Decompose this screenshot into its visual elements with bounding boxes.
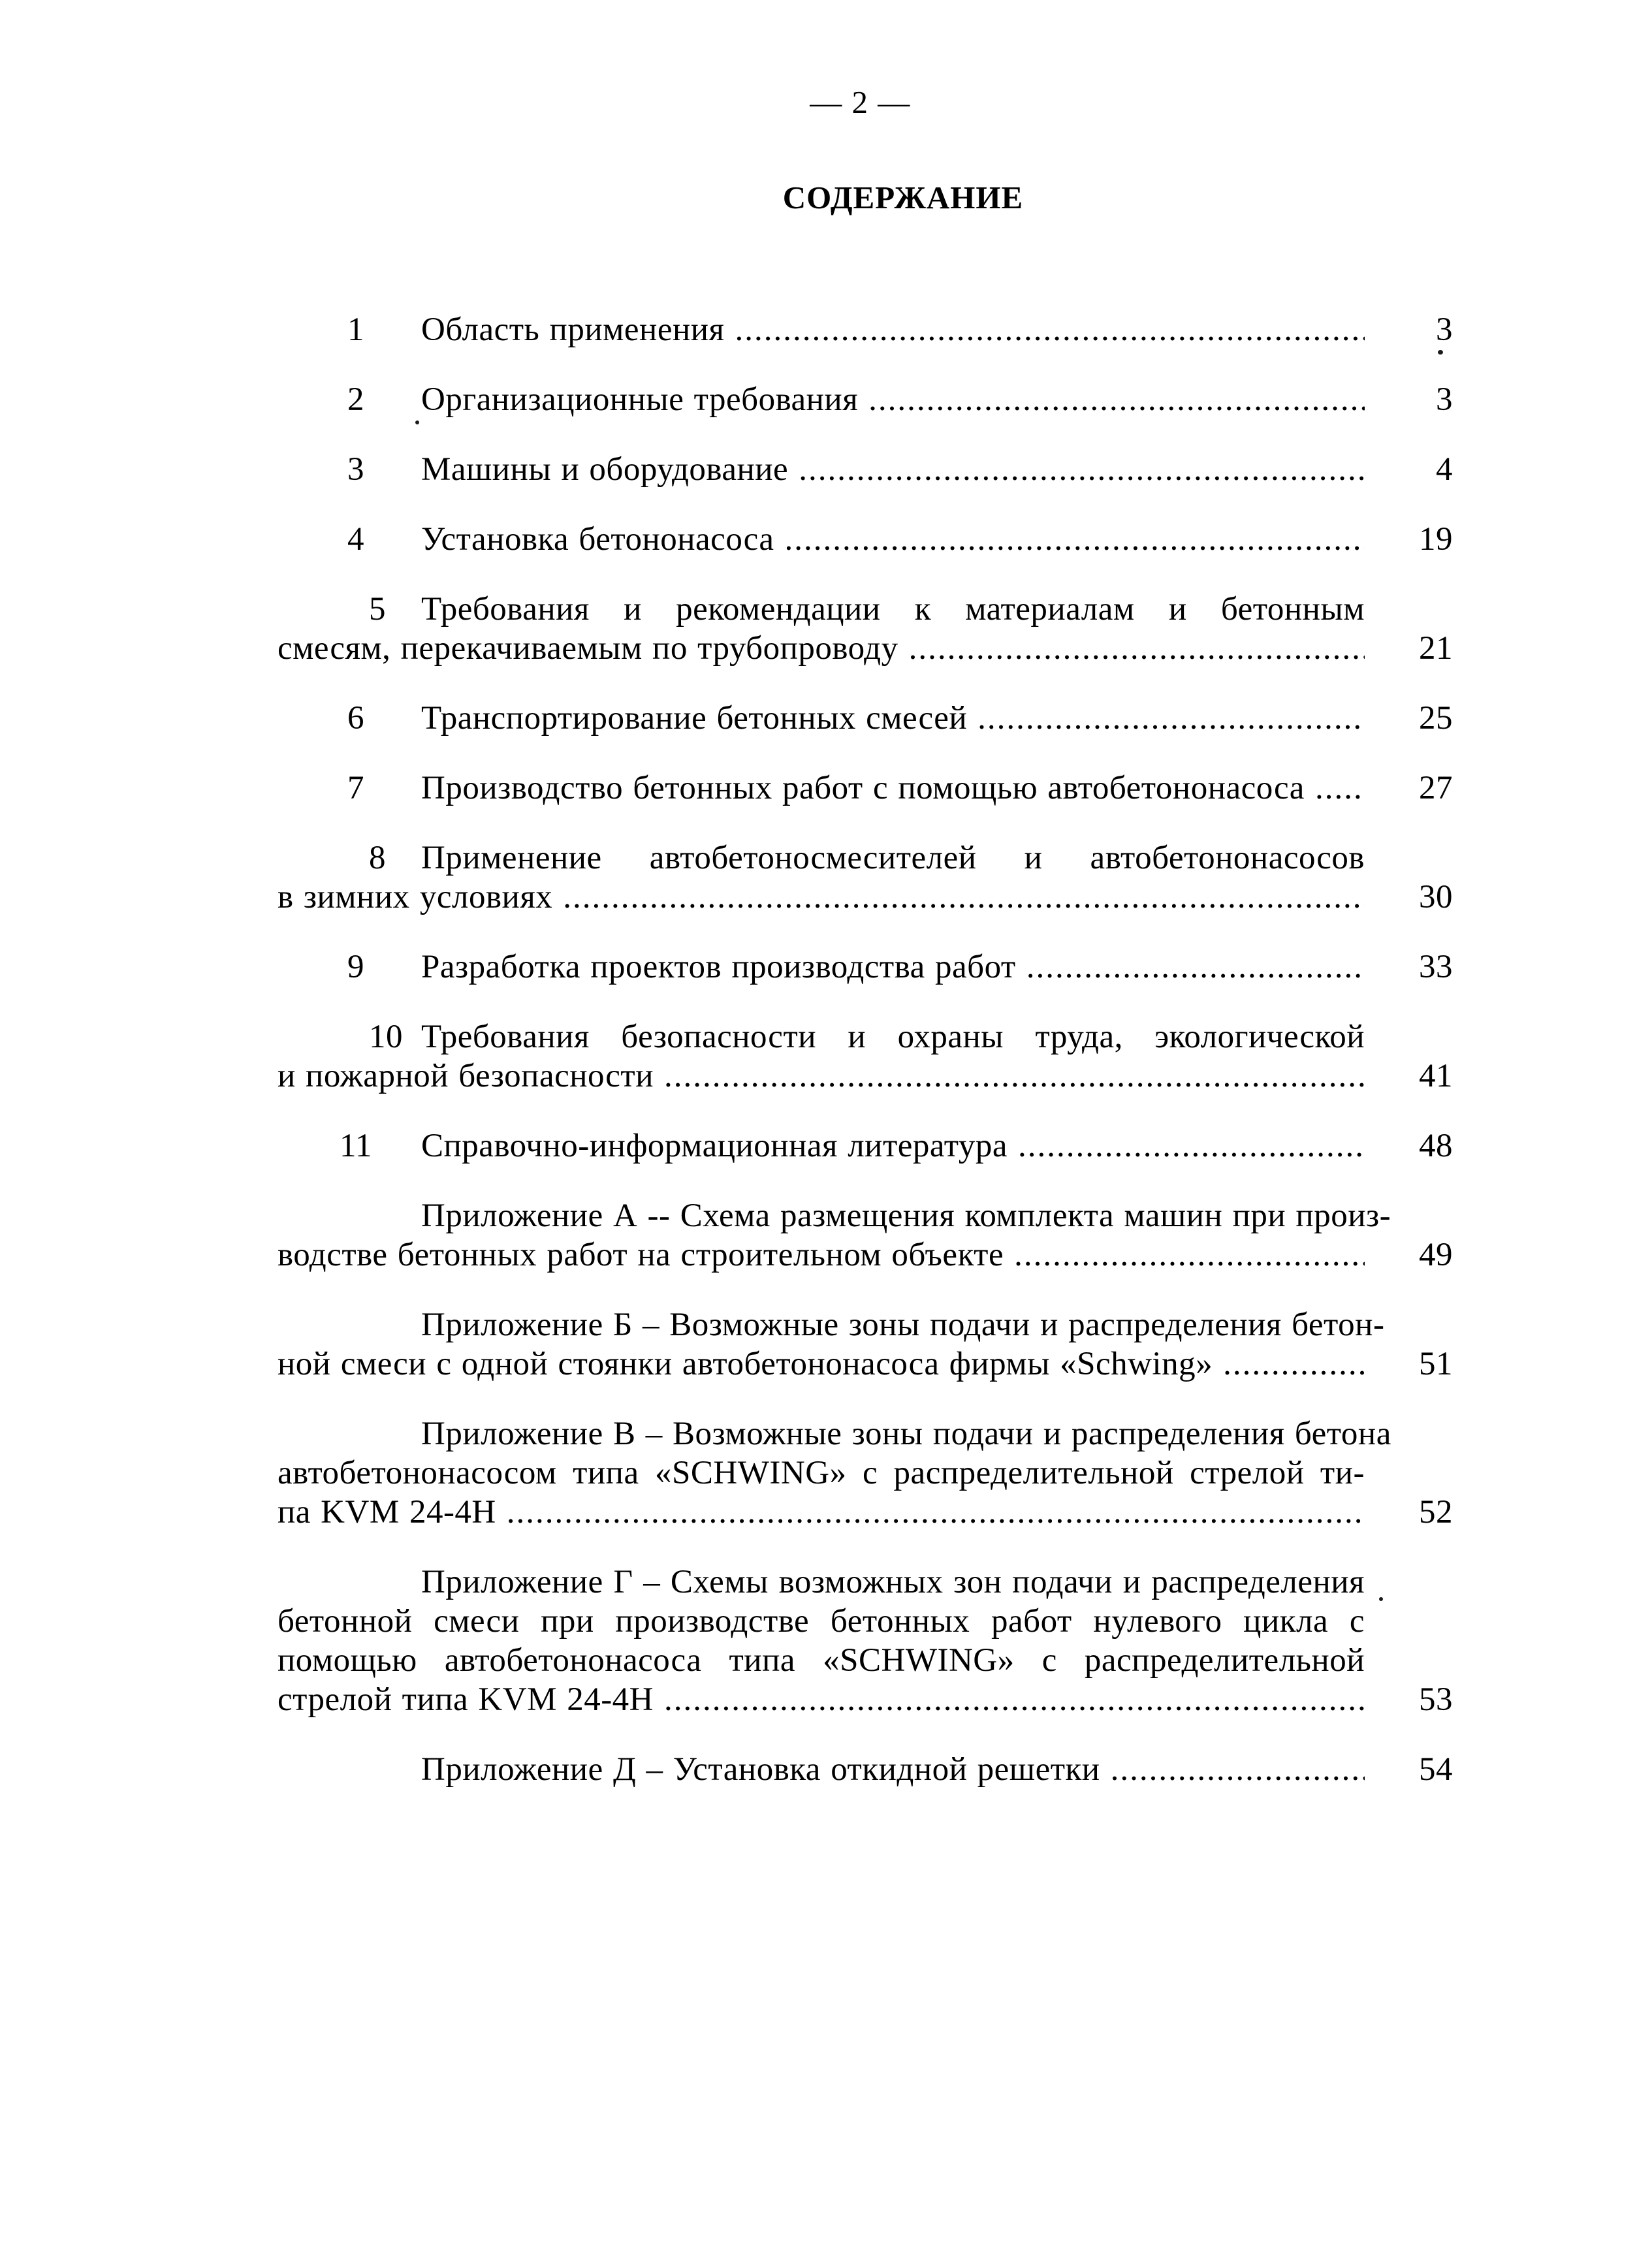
toc-entry-number: 11 xyxy=(339,1128,373,1164)
toc-entry-number: 9 xyxy=(347,949,364,985)
toc-entry-number: 3 xyxy=(347,451,364,488)
toc-entry xyxy=(278,699,1453,738)
toc-entry xyxy=(278,450,1453,489)
appendix-entry xyxy=(278,1414,1453,1532)
toc-entry-number: 5 xyxy=(369,591,386,627)
toc-entry-title-continued: и пожарной безопасности xyxy=(278,1058,654,1094)
appendix-entry xyxy=(278,1305,1453,1384)
dot-leader xyxy=(1018,1126,1365,1166)
toc-entry-number: 6 xyxy=(347,700,364,737)
toc-line xyxy=(278,1344,1453,1384)
dot-leader xyxy=(507,1493,1365,1532)
toc-line xyxy=(278,1305,1385,1344)
toc-entry-number: 8 xyxy=(369,840,386,876)
toc-entry-page: 41 xyxy=(1419,1058,1453,1094)
toc-line xyxy=(278,1641,1365,1680)
toc-entry xyxy=(278,947,1453,987)
toc-entry-page: 19 xyxy=(1419,521,1453,558)
appendix-page: 49 xyxy=(1419,1237,1453,1273)
appendix-title-continued: ной смеси с одной стоянки автобетононасоса фирмы «Schwing» xyxy=(278,1346,1213,1382)
dot-leader xyxy=(563,878,1365,917)
dot-leader xyxy=(1315,769,1365,808)
dot-leader xyxy=(664,1680,1365,1719)
toc-entry-page: 3 xyxy=(1436,311,1453,348)
toc-line xyxy=(278,1680,1453,1719)
toc-entry-title: Разработка проектов производства работ xyxy=(421,949,1016,985)
appendix-title: Приложение А -- Схема размещения комплекта машин при произ- xyxy=(421,1197,1391,1234)
dot-leader xyxy=(735,310,1365,349)
toc-line xyxy=(278,838,1365,878)
toc-line xyxy=(278,629,1453,668)
toc-entry-number: 1 xyxy=(347,311,364,348)
dot-leader xyxy=(1223,1344,1365,1384)
appendix-title-continued: помощью автобетононасоса типа «SCHWING» с распределительной xyxy=(278,1642,1365,1679)
toc-entry xyxy=(278,310,1453,349)
dot-leader xyxy=(664,1056,1365,1096)
page-title: СОДЕРЖАНИЕ xyxy=(782,180,1024,215)
toc-line xyxy=(278,1235,1453,1275)
appendix-page: 54 xyxy=(1419,1751,1453,1788)
toc-line xyxy=(278,769,1453,808)
toc-line xyxy=(278,450,1453,489)
toc-line xyxy=(278,1196,1391,1235)
appendix-title: Приложение В – Возможные зоны подачи и распределения бетона xyxy=(421,1416,1391,1452)
toc-entry-title: Машины и оборудование xyxy=(421,451,789,488)
appendix-title: Приложение Д – Установка откидной решетки xyxy=(421,1751,1100,1788)
toc-line xyxy=(278,590,1365,629)
toc-entry xyxy=(278,1126,1453,1166)
scan-artifact xyxy=(1379,1597,1383,1601)
toc-entry xyxy=(278,769,1453,808)
appendix-page: 51 xyxy=(1419,1346,1453,1382)
toc-entry-page: 30 xyxy=(1419,879,1453,915)
appendix-title-continued: стрелой типа KVM 24-4Н xyxy=(278,1681,654,1718)
appendix-title-continued: па KVM 24-4Н xyxy=(278,1494,496,1530)
toc-entry-title: Применение автобетоносмесителей и автобетононасосов xyxy=(421,840,1365,876)
toc-entry-page: 3 xyxy=(1436,381,1453,418)
table-of-contents xyxy=(278,310,1453,1789)
toc-line xyxy=(278,310,1453,349)
toc-line xyxy=(278,1126,1453,1166)
dot-leader xyxy=(784,520,1365,559)
toc-line xyxy=(278,520,1453,559)
toc-line xyxy=(278,947,1453,987)
toc-line xyxy=(278,1750,1453,1789)
toc-line xyxy=(278,1056,1453,1096)
toc-line xyxy=(278,1562,1365,1602)
toc-line xyxy=(278,699,1453,738)
toc-entry-title: Транспортирование бетонных смесей xyxy=(421,700,968,737)
toc-line xyxy=(278,1453,1365,1493)
toc-entry-page: 25 xyxy=(1419,700,1453,737)
dot-leader xyxy=(909,629,1365,668)
appendix-title-continued: бетонной смеси при производстве бетонных работ нулевого цикла с xyxy=(278,1603,1365,1640)
toc-entry-title: Требования безопасности и охраны труда, экологической xyxy=(421,1019,1365,1055)
toc-entry xyxy=(278,838,1453,917)
toc-entry xyxy=(278,380,1453,419)
appendix-page: 53 xyxy=(1419,1681,1453,1718)
toc-entry xyxy=(278,520,1453,559)
dot-leader xyxy=(1014,1235,1365,1275)
toc-line xyxy=(278,878,1453,917)
toc-entry-title-continued: смесям, перекачиваемым по трубопроводу xyxy=(278,630,898,667)
toc-entry-page: 27 xyxy=(1419,770,1453,806)
dot-leader xyxy=(1026,947,1365,987)
scan-artifact xyxy=(415,420,419,424)
toc-line xyxy=(278,380,1453,419)
toc-entry-number: 2 xyxy=(347,381,364,418)
toc-entry-number: 10 xyxy=(369,1019,403,1055)
toc-entry-title: Производство бетонных работ с помощью автобетононасоса xyxy=(421,770,1305,806)
toc-entry-title: Требования и рекомендации к материалам и бетонным xyxy=(421,591,1365,627)
toc-entry-title: Установка бетононасоса xyxy=(421,521,774,558)
appendix-title-continued: автобетононасосом типа «SCHWING» с распределительной стрелой ти- xyxy=(278,1455,1365,1491)
appendix-title: Приложение Г – Схемы возможных зон подачи и распределения xyxy=(421,1564,1365,1600)
toc-line xyxy=(278,1493,1453,1532)
toc-entry-title: Область применения xyxy=(421,311,725,348)
appendix-page: 52 xyxy=(1419,1494,1453,1530)
toc-entry-page: 48 xyxy=(1419,1128,1453,1164)
toc-entry-page: 4 xyxy=(1436,451,1453,488)
toc-entry-title: Организационные требования xyxy=(421,381,859,418)
toc-entry-title: Справочно-информационная литература xyxy=(421,1128,1008,1164)
dot-leader xyxy=(1111,1750,1365,1789)
toc-entry xyxy=(278,590,1453,668)
page-number-header: — 2 — xyxy=(810,84,910,120)
toc-entry-title-continued: в зимних условиях xyxy=(278,879,553,915)
appendix-entry xyxy=(278,1196,1453,1275)
toc-entry-page: 21 xyxy=(1419,630,1453,667)
toc-entry-number: 7 xyxy=(347,770,364,806)
toc-entry-number: 4 xyxy=(347,521,364,558)
scan-artifact xyxy=(1438,350,1443,355)
appendix-entry xyxy=(278,1562,1453,1719)
toc-entry-page: 33 xyxy=(1419,949,1453,985)
toc-line xyxy=(278,1414,1391,1453)
dot-leader xyxy=(977,699,1365,738)
toc-line xyxy=(278,1017,1365,1056)
appendix-title: Приложение Б – Возможные зоны подачи и распределения бетон- xyxy=(421,1307,1385,1343)
appendix-entry xyxy=(278,1750,1453,1789)
dot-leader xyxy=(799,450,1365,489)
toc-entry xyxy=(278,1017,1453,1096)
dot-leader xyxy=(868,380,1365,419)
toc-line xyxy=(278,1602,1365,1641)
appendix-title-continued: водстве бетонных работ на строительном объекте xyxy=(278,1237,1004,1273)
